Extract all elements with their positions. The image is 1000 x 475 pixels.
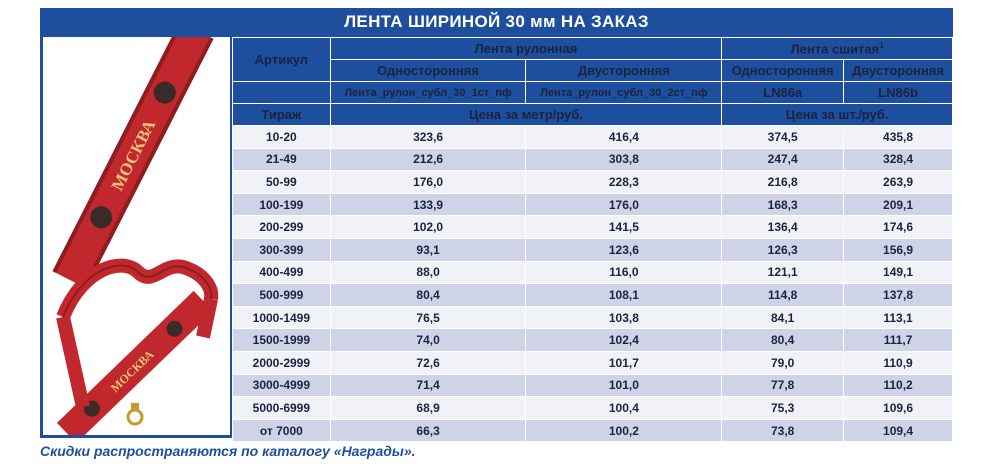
sewn-two-side-header: Двусторонняя <box>844 60 953 82</box>
roll-two-price: 141,5 <box>526 216 722 239</box>
sewn-one-price: 114,8 <box>722 284 844 307</box>
roll-one-price: 93,1 <box>330 238 526 261</box>
svg-text:МОСКВА: МОСКВА <box>107 347 157 396</box>
roll-two-price: 100,4 <box>526 397 722 420</box>
sewn-two-price: 137,8 <box>844 284 953 307</box>
sewn-one-price: 216,8 <box>722 171 844 194</box>
sewn-two-price: 263,9 <box>844 171 953 194</box>
sewn-ribbon-header: Лента сшитая$^1$ <box>722 38 953 60</box>
sewn-one-price: 84,1 <box>722 306 844 329</box>
table-row <box>233 351 953 374</box>
roll-one-price: 212,6 <box>330 148 526 171</box>
sewn-two-price: 174,6 <box>844 216 953 239</box>
sewn-two-price: 156,9 <box>844 238 953 261</box>
run-cell: 3000-4999 <box>233 374 331 397</box>
code-roll-two: Лента_рулон_субл_30_2ст_пф <box>526 82 722 104</box>
table-row <box>233 374 953 397</box>
run-cell: 1000-1499 <box>233 306 331 329</box>
discount-note: Скидки распространяются по каталогу «Награды». <box>40 443 416 459</box>
run-cell: 200-299 <box>233 216 331 239</box>
roll-one-price: 102,0 <box>330 216 526 239</box>
roll-one-price: 80,4 <box>330 284 526 307</box>
table-row <box>233 126 953 149</box>
price-table-frame <box>40 8 953 438</box>
table-row <box>233 216 953 239</box>
run-cell: 50-99 <box>233 171 331 194</box>
sewn-two-price: 111,7 <box>844 329 953 352</box>
sewn-two-price: 328,4 <box>844 148 953 171</box>
roll-two-price: 176,0 <box>526 193 722 216</box>
roll-one-side-header: Односторонняя <box>330 60 526 82</box>
roll-ribbon-header: Лента рулонная <box>330 38 722 60</box>
table-row <box>233 329 953 352</box>
run-cell: от 7000 <box>233 419 331 442</box>
run-cell: 21-49 <box>233 148 331 171</box>
price-table <box>232 37 953 442</box>
run-cell: 10-20 <box>233 126 331 149</box>
roll-two-price: 102,4 <box>526 329 722 352</box>
roll-one-price: 74,0 <box>330 329 526 352</box>
table-row <box>233 171 953 194</box>
table-row <box>233 238 953 261</box>
sewn-one-price: 121,1 <box>722 261 844 284</box>
sewn-one-price: 247,4 <box>722 148 844 171</box>
sewn-one-price: 80,4 <box>722 329 844 352</box>
table-row <box>233 397 953 420</box>
roll-one-price: 72,6 <box>330 351 526 374</box>
roll-one-price: 66,3 <box>330 419 526 442</box>
run-cell: 100-199 <box>233 193 331 216</box>
table-row <box>233 148 953 171</box>
sewn-one-side-header: Односторонняя <box>722 60 844 82</box>
roll-two-price: 101,7 <box>526 351 722 374</box>
roll-one-price: 133,9 <box>330 193 526 216</box>
roll-two-price: 416,4 <box>526 126 722 149</box>
run-cell: 1500-1999 <box>233 329 331 352</box>
product-image <box>43 37 230 435</box>
code-roll-one: Лента_рулон_субл_30_1ст_пф <box>330 82 526 104</box>
sewn-two-price: 149,1 <box>844 261 953 284</box>
roll-two-price: 101,0 <box>526 374 722 397</box>
sewn-one-price: 73,8 <box>722 419 844 442</box>
roll-one-price: 176,0 <box>330 171 526 194</box>
roll-one-price: 68,9 <box>330 397 526 420</box>
roll-two-price: 100,2 <box>526 419 722 442</box>
sewn-one-price: 374,5 <box>722 126 844 149</box>
article-header: Артикул <box>233 38 331 82</box>
sewn-one-price: 136,4 <box>722 216 844 239</box>
roll-two-price: 116,0 <box>526 261 722 284</box>
ribbon-illustration <box>43 37 230 435</box>
code-empty-cell <box>233 82 331 104</box>
sewn-one-price: 126,3 <box>722 238 844 261</box>
run-cell: 300-399 <box>233 238 331 261</box>
code-sewn-one: LN86a <box>722 82 844 104</box>
run-cell: 500-999 <box>233 284 331 307</box>
table-row <box>233 261 953 284</box>
price-per-piece-header: Цена за шт./руб. <box>722 104 953 126</box>
sewn-one-price: 77,8 <box>722 374 844 397</box>
table-row <box>233 419 953 442</box>
sewn-two-price: 113,1 <box>844 306 953 329</box>
page-title: ЛЕНТА ШИРИНОЙ 30 мм НА ЗАКАЗ <box>344 12 649 31</box>
roll-two-price: 103,8 <box>526 306 722 329</box>
roll-two-price: 108,1 <box>526 284 722 307</box>
sewn-two-price: 435,8 <box>844 126 953 149</box>
code-sewn-two: LN86b <box>844 82 953 104</box>
run-cell: 2000-2999 <box>233 351 331 374</box>
roll-one-price: 76,5 <box>330 306 526 329</box>
sewn-two-price: 109,4 <box>844 419 953 442</box>
roll-two-price: 228,3 <box>526 171 722 194</box>
price-per-meter-header: Цена за метр/руб. <box>330 104 722 126</box>
roll-two-price: 303,8 <box>526 148 722 171</box>
sewn-one-price: 79,0 <box>722 351 844 374</box>
table-row <box>233 193 953 216</box>
roll-one-price: 323,6 <box>330 126 526 149</box>
run-cell: 5000-6999 <box>233 397 331 420</box>
svg-text:МОСКВА: МОСКВА <box>107 116 160 194</box>
sewn-two-price: 109,6 <box>844 397 953 420</box>
sewn-two-price: 110,9 <box>844 351 953 374</box>
roll-two-price: 123,6 <box>526 238 722 261</box>
roll-one-price: 88,0 <box>330 261 526 284</box>
table-row <box>233 284 953 307</box>
sewn-two-price: 209,1 <box>844 193 953 216</box>
sewn-one-price: 75,3 <box>722 397 844 420</box>
sewn-one-price: 168,3 <box>722 193 844 216</box>
table-row <box>233 306 953 329</box>
run-header: Тираж <box>233 104 331 126</box>
roll-two-side-header: Двусторонняя <box>526 60 722 82</box>
sewn-two-price: 110,2 <box>844 374 953 397</box>
run-cell: 400-499 <box>233 261 331 284</box>
roll-one-price: 71,4 <box>330 374 526 397</box>
